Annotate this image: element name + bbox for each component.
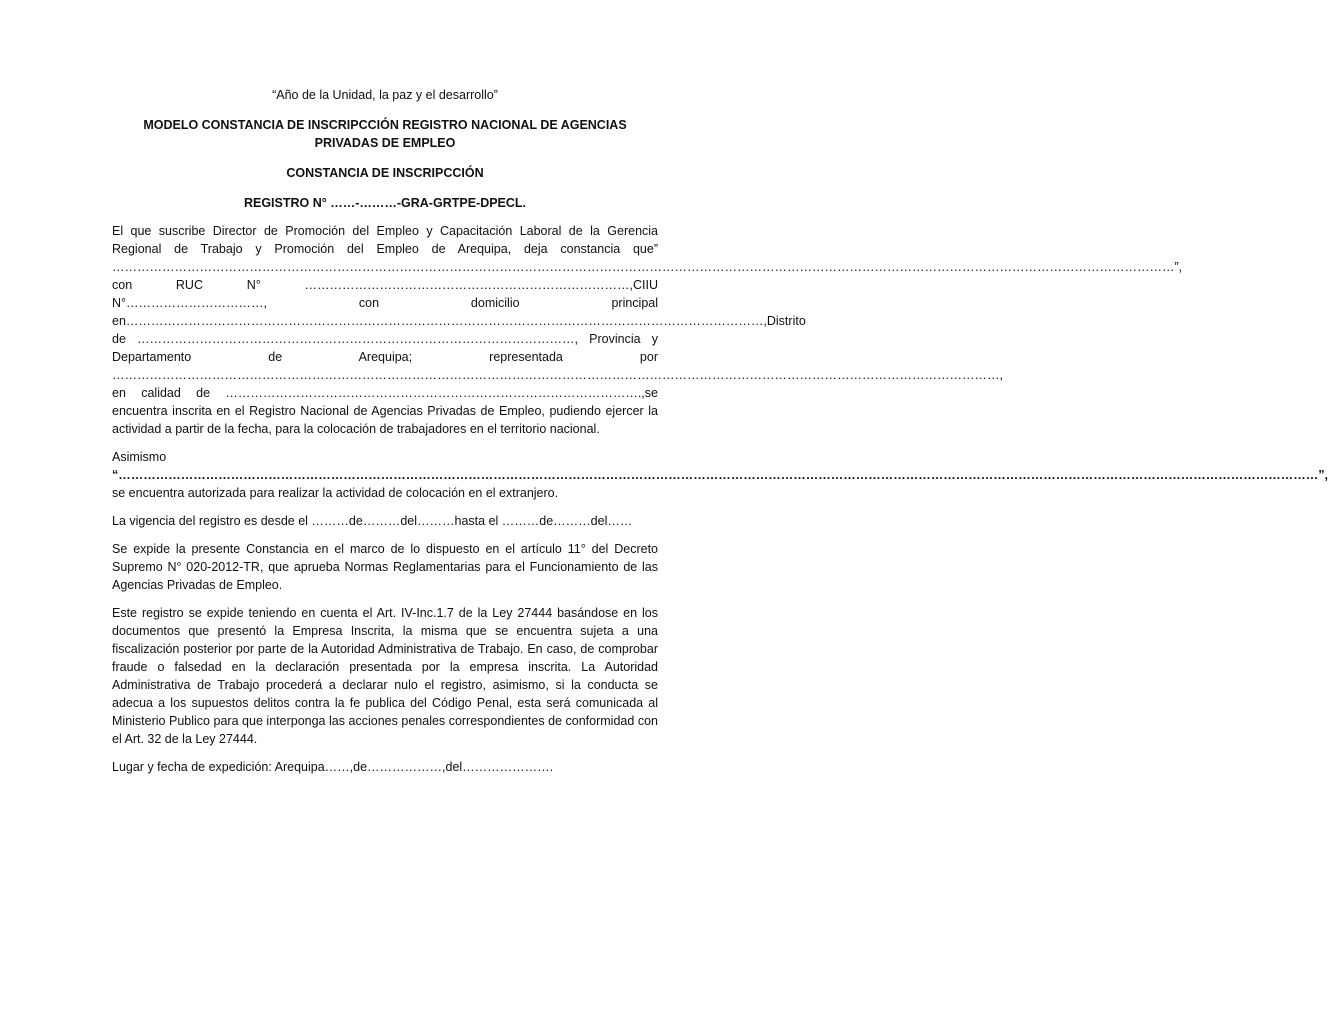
registration-number: REGISTRO N° ……-………-GRA-GRTPE-DPECL.	[243, 196, 527, 210]
paragraph-validity: La vigencia del registro es desde el ………de………del………hasta el ………de………del……	[112, 514, 633, 528]
paragraph-foreign-lead: Asimismo	[112, 450, 167, 464]
paragraph-foreign-authorization	[112, 448, 1328, 502]
paragraph-place-date: Lugar y fecha de expedición: Arequipa……,de………………,del………………….	[112, 760, 554, 774]
paragraph-certification: El que suscribe Director de Promoción del Empleo y Capacitación Laboral de la Gerencia Regional de Trabajo y Promoción del Empleo de Arequipa, deja constancia que” …………………………………………………………………………………………………………………………………………………………………………………………………………………………………”, con RUC N° ……………………………………………………………………,CIIU N°……………………………, con domicilio principal en………………………………………………………………………………………………………………………………………,Distrito de ……………………………………………………………………………………………, Provincia y Departamento de Arequipa; representada por ……………………………………………………………………………………………………………………………………………………………………………………………, en calidad de ……………………………………………………………………………………….,se encuentra inscrita en el Registro Nacional de Agencias Privadas de Empleo, pudiendo ejercer la actividad a partir de la fecha, para la colocación de trabajadores en el territorio nacional.	[112, 224, 1183, 436]
document-subtitle: CONSTANCIA DE INSCRIPCCIÓN	[286, 166, 484, 180]
paragraph-verification: Este registro se expide teniendo en cuenta el Art. IV-Inc.1.7 de la Ley 27444 basándose en los documentos que presentó la Empresa Inscrita, la misma que se encuentra sujeta a una fiscalización posterior por parte de la Autoridad Administrativa de Trabajo. En caso, de comprobar fraude o falsedad en la declaración presentada por la empresa inscrita. La Autoridad Administrativa de Trabajo procederá a declarar nulo el registro, asimismo, si la conducta se adecua a los supuestos delitos contra la fe publica del Código Penal, esta será comunicada al Ministerio Publico para que interponga las acciones penales correspondientes de conformidad con el Art. 32 de la Ley 27444.	[112, 606, 658, 746]
year-motto: “Año de la Unidad, la paz y el desarrollo”	[272, 88, 498, 102]
document-page	[112, 86, 1328, 786]
paragraph-foreign-rest: se encuentra autorizada para realizar la actividad de colocación en el extranjero.	[112, 486, 559, 500]
paragraph-legal-basis: Se expide la presente Constancia en el marco de lo dispuesto en el artículo 11° del Decreto Supremo N° 020-2012-TR, que aprueba Normas Reglamentarias para el Funcionamiento de las Agencias Privadas de Empleo.	[112, 542, 658, 592]
document-title: MODELO CONSTANCIA DE INSCRIPCCIÓN REGISTRO NACIONAL DE AGENCIAS PRIVADAS DE EMPLEO	[143, 118, 627, 150]
paragraph-foreign-blank: “………………………………………………………………………………………………………………………………………………………………………………………………………………………………………………………………”,	[112, 468, 1328, 482]
